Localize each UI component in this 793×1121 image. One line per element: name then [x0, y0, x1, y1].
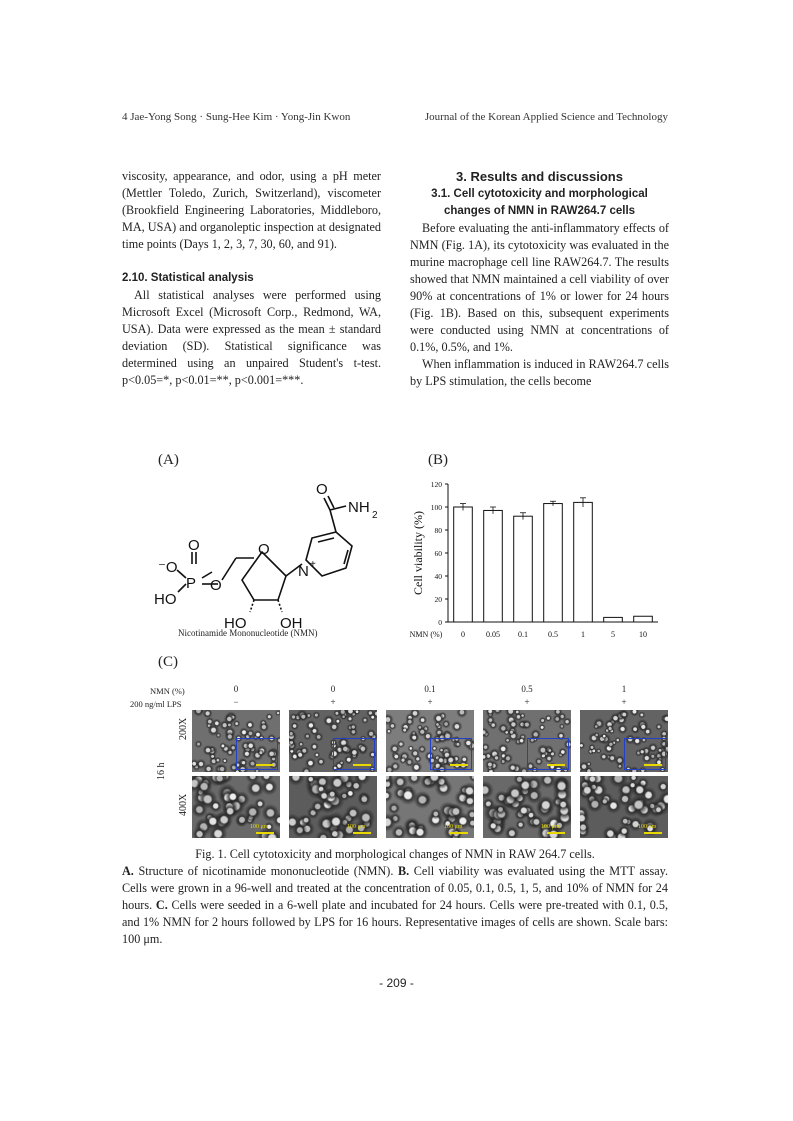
- atom-nh2: NH: [348, 499, 370, 516]
- caption-c-text: Cells were seeded in a 6-well plate and incubated for 24 hours. Cells were pre-treated with 0.1, 0.5, and 1% NMN for 2 hours followed by LPS for 16 hours. Representative images of cells are shown. Scale bars: 100 μm.: [122, 898, 668, 946]
- row-label-lps: 200 ng/ml LPS: [130, 699, 182, 709]
- bar: [604, 617, 623, 622]
- structure-caption: Nicotinamide Mononucleotide (NMN): [178, 628, 318, 638]
- atom-o-ring: O: [258, 541, 270, 558]
- bar: [514, 516, 533, 622]
- column-nmn-value: 0: [330, 684, 336, 694]
- y-tick-label: 20: [434, 595, 442, 604]
- bar: [454, 507, 473, 622]
- column-nmn-value: 0: [233, 684, 239, 694]
- atom-nh2-sub: 2: [372, 510, 378, 521]
- results-title: 3. Results and discussions: [456, 169, 623, 184]
- methods-paragraph: viscosity, appearance, and odor, using a pH meter (Mettler Toledo, Zurich, Switzerland), viscometer (Brookfield Engineering Laboratories, Middleboro, MA, USA) and organoleptic inspection at designated time points (Days 1, 2, 3, 7, 30, 60, and 91).: [122, 169, 381, 251]
- atom-n-plus: N: [298, 563, 309, 580]
- statistics-paragraph: All statistical analyses were performed using Microsoft Excel (Microsoft Corp., Redmond, WA, USA). Data were expressed as the mean ± standard deviation (SD). Statistical significance was determined using an unpaired Student's t-test. p<0.05=*, p<0.01=**, p<0.001=***.: [122, 288, 381, 387]
- figure-1: [122, 448, 668, 840]
- header-authors: 4 Jae-Yong Song · Sung-Hee Kim · Yong-Jin Kwon: [122, 111, 351, 123]
- right-column: [410, 168, 669, 390]
- micrograph-200x: [483, 710, 571, 772]
- scale-bar-label: 100 μm: [638, 824, 657, 830]
- mag-200-label: 200X: [178, 717, 189, 740]
- bar: [484, 510, 503, 622]
- micrograph-400x: [289, 776, 377, 838]
- bar: [574, 502, 593, 622]
- figure-caption: [122, 846, 668, 948]
- nmn-structure: [122, 472, 402, 642]
- x-tick-label: 1: [581, 630, 585, 639]
- scale-bar: [256, 832, 274, 834]
- caption-b-label: B.: [398, 864, 410, 878]
- row-label-nmn: NMN (%): [150, 686, 185, 696]
- atom-ho-phos: HO: [154, 591, 177, 608]
- micrograph-200x: [580, 710, 668, 772]
- section-title-cytotoxicity: 3.1. Cell cytotoxicity and morphological changes of NMN in RAW264.7 cells: [431, 188, 648, 217]
- scale-bar-label: 100 μm: [541, 824, 560, 830]
- column-lps-value: −: [233, 697, 239, 707]
- y-tick-label: 100: [430, 503, 442, 512]
- y-tick-label: 120: [430, 480, 442, 489]
- header-journal: Journal of the Korean Applied Science and Technology: [424, 111, 668, 123]
- y-tick-label: 80: [434, 526, 442, 535]
- atom-plus: +: [310, 559, 316, 570]
- scale-bar: [450, 764, 468, 766]
- micrograph-200x: [289, 710, 377, 772]
- column-lps-value: +: [621, 697, 627, 707]
- x-tick-label: 0.05: [486, 630, 500, 639]
- column-lps-value: +: [427, 697, 433, 707]
- y-tick-label: 40: [434, 572, 442, 581]
- atom-o-phos-top: O: [188, 537, 200, 554]
- panel-b-label: (B): [428, 452, 448, 468]
- micrograph-400x: [192, 776, 280, 838]
- caption-a-text: Structure of nicotinamide mononucleotide (NMN).: [133, 864, 394, 878]
- scale-bar: [547, 764, 565, 766]
- scale-bar: [644, 764, 662, 766]
- caption-c-label: C.: [155, 898, 168, 912]
- mag-400-label: 400X: [178, 793, 189, 816]
- micrograph-400x: [483, 776, 571, 838]
- panel-a-label: (A): [158, 452, 179, 468]
- page-number: - 209 -: [379, 976, 414, 990]
- atom-o-minus: ⁻O: [158, 559, 178, 576]
- micrograph-200x: [386, 710, 474, 772]
- scale-bar: [450, 832, 468, 834]
- micrograph-400x: [580, 776, 668, 838]
- column-lps-value: +: [524, 697, 530, 707]
- atom-o-bridge: O: [210, 577, 222, 594]
- bar: [544, 504, 563, 622]
- x-tick-label: 10: [639, 630, 647, 639]
- y-tick-label: 60: [434, 549, 442, 558]
- atom-p: P: [186, 575, 197, 592]
- panel-c-label: (C): [158, 654, 178, 670]
- time-label: 16 h: [156, 762, 167, 780]
- scale-bar: [547, 832, 565, 834]
- cell-viability-chart: [408, 476, 666, 644]
- x-tick-label: 0: [461, 630, 465, 639]
- x-tick-label: 0.1: [518, 630, 528, 639]
- section-title-statistics: 2.10. Statistical analysis: [122, 272, 254, 284]
- y-tick-label: 0: [438, 618, 442, 627]
- x-tick-label: 0.5: [548, 630, 558, 639]
- column-nmn-value: 0.5: [521, 684, 533, 694]
- scale-bar: [353, 832, 371, 834]
- atom-o-top: O: [316, 481, 328, 498]
- caption-a-label: A.: [122, 864, 134, 878]
- scale-bar: [353, 764, 371, 766]
- atom-ho-ring: HO: [224, 615, 247, 632]
- results-paragraph-1: Before evaluating the anti-inflammatory effects of NMN (Fig. 1A), its cytotoxicity was evaluated in the murine macrophage cell line RAW264.7. The results showed that NMN maintained a cell viability of over 90% at concentrations of 1% or lower for 24 hours (Fig. 1B). Based on this, subsequent experiments were conducted using NMN at concentrations of 0.1%, 0.5%, and 1%.: [410, 221, 669, 354]
- scale-bar-label: 100 μm: [347, 824, 366, 830]
- running-header: [122, 111, 668, 127]
- atom-oh-ring: OH: [280, 615, 303, 632]
- results-paragraph-2: When inflammation is induced in RAW264.7 cells by LPS stimulation, the cells become: [410, 357, 669, 388]
- column-lps-value: +: [330, 697, 336, 707]
- column-nmn-value: 1: [621, 684, 627, 694]
- scale-bar-label: 100 μm: [444, 824, 463, 830]
- x-tick-label: 5: [611, 630, 615, 639]
- column-nmn-value: 0.1: [424, 684, 436, 694]
- scale-bar: [644, 832, 662, 834]
- x-axis-label: NMN (%): [409, 630, 443, 639]
- scale-bar: [256, 764, 274, 766]
- scale-bar-label: 100 μm: [250, 824, 269, 830]
- bar: [634, 616, 653, 622]
- y-axis-label: Cell viability (%): [411, 511, 425, 595]
- caption-b-text: Cell viability was evaluated using the MTT assay. Cells were grown in a 96-well and treated at the concentration of 0.05, 0.1, 0.5, 1, 5, and 10% of NMN for 24 hours.: [122, 864, 668, 912]
- left-column: [122, 168, 381, 389]
- micrograph-200x: [192, 710, 280, 772]
- caption-title: Fig. 1. Cell cytotoxicity and morphological changes of NMN in RAW 264.7 cells.: [195, 847, 595, 861]
- micrograph-400x: [386, 776, 474, 838]
